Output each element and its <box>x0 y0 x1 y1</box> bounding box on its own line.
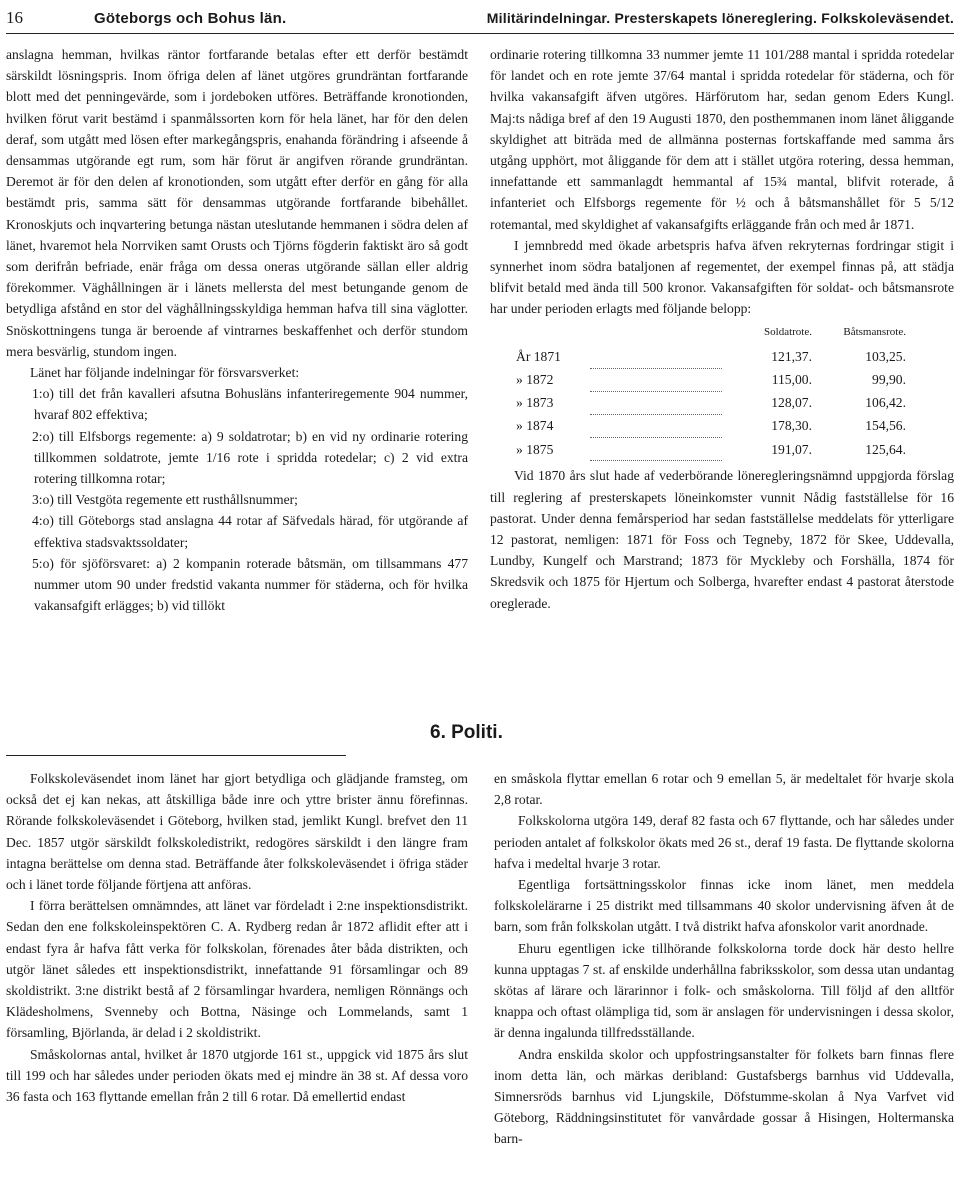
table-header: Soldatrote. <box>764 325 812 338</box>
paragraph: Vid 1870 års slut hade af vederbörande löneregleringsnämnd uppgjorda förslag till reglering af presterskapets löneinkomster vunnit Nådig fastställelse för 16 pastorat. Under denna femårsperiod har sedan fastställelse meddelats för ytterligare 12 pastorat, nemligen: 1871 för Foss och Tegneby, 1872 för Skee, Uddevalla, Lundby, Kungelf och Marstrand; 1873 för Myckleby och Forshälla, 1874 för Skredsvik och 1875 för Hjertum och Solberga, hvarefter endast 4 pastorat återstode oreglerade. <box>490 468 954 611</box>
table-row <box>512 414 910 437</box>
list-item: 2:o) till Elfsborgs regemente: a) 9 soldatrotar; b) en vid ny ordinarie rotering tillkommen soldatrote, jemte 1/16 rote i spridda rotedelar; c) 2 vid extra rotering tillkomna rotar; <box>32 428 468 487</box>
paragraph: Folkskoleväsendet inom länet har gjort betydliga och glädjande framsteg, om också det ej kan nekas, att åtskilliga både inre och yttre brister ännu förefinnas. Rörande folkskoleväsendet i Göteborg, hvilken stad, jemlikt Kungl. brefvet den 11 Dec. 1857 utgör särskildt folkskoledistrikt, redogöres särskildt i den längre fram intagna berättelse om denna stad. Beträffande åter folkskoleväsendet i öfriga städer och i länet torde följande förtjena att anföras. <box>6 771 468 893</box>
table-row <box>512 345 910 368</box>
table-cell-year: År 1871 <box>516 348 561 364</box>
table-row <box>512 391 910 414</box>
paragraph: I jemnbredd med ökade arbetspris hafva äfven rekryternas fordringar stigit i synnerhet inom södra bataljonen af regementet, der exempel finnas på, att städja blifvit betald med ända till 500 kronor. Vakansafgiften för soldat- och båtsmansrote har under perioden erlagts med följande belopp: <box>490 237 954 317</box>
paragraph: Folkskolorna utgöra 149, deraf 82 fasta och 67 flyttande, och har således under perioden antalet af folkskolor ökats med 26 st., deraf 19 fasta. De flyttande skolorna hafva i medeltal hvarje 3 rotar. <box>494 813 954 871</box>
paragraph: Länet har följande indelningar för försvarsverket: <box>30 365 300 381</box>
header-rule <box>6 33 954 34</box>
paragraph: Ehuru egentligen icke tillhörande folkskolorna torde dock här desto hellre kunna upptagas 7 st. af enskilde underhållna fabriksskolor, som dessa utan undantag skötas af lärare och lärarinnor i folk- och småskolorna. Till följd af den alltför knappa och oftast olämpliga tid, som är anslagen för undervisningen i dessa skolor, är denna ingalunda tillfredsställande. <box>494 940 954 1041</box>
vakansafgift-table <box>512 322 910 462</box>
table-cell-batsman: 103,25. <box>865 348 906 364</box>
table-cell-soldat: 121,37. <box>771 348 812 364</box>
page-number: 16 <box>6 8 23 27</box>
leader-dots <box>590 391 722 414</box>
table-cell-year: » 1872 <box>516 372 554 388</box>
section-rule <box>6 755 346 756</box>
section-heading: 6. Politi. <box>430 722 503 743</box>
column-top-left <box>6 44 468 616</box>
paragraph: anslagna hemman, hvilkas räntor fortfarande betalas efter ett derför bestämdt särskildt lösningspris. Inom öfriga delen af länet utgöres grundräntan fortfarande blott med det penningevärde, som i jordeboken utföres. Beträffande kronotionden, hvilken förut varit bestämd i spanmålssorten korn för hela länet, har för den delen deraf, som utgått med lösen efter markegångspris, enahanda förändring i afseende å densammas utgörande egt rum, som här förut är angifven rörande grundräntan. Deremot är för den delen af kronotionden, som utgått efter derför en gång för alla bestämdt pris, samma sätt för densammas utgörande fortfarande bibehållet. Kronoskjuts och inqvartering betunga nästan uteslutande hemmanen i södra delen af länet, hvaremot hela Norrviken samt Orusts och Tjörns fögderin faktiskt äro så godt som derifrån befriade, enär fråga om dessa oneras utgörande sällan eller aldrig förekommer. Väghållningen är i länets mellersta del mest betungande genom de betydliga afstånd en stor del väghållningsskyldiga hemman hafva till sina väglotter. Snöskottningens tunga är beroende af vintrarnes beskaffenhet och derför stundom mera besvärlig, stundom ingen. <box>6 47 468 359</box>
table-cell-batsman: 99,90. <box>872 372 906 388</box>
table-cell-soldat: 128,07. <box>771 395 812 411</box>
list-item: 5:o) för sjöförsvaret: a) 2 kompanin roterade båtsmän, om tillsammans 477 nummer utom 90 under fredstid vakanta nummer för städerna, och för hvilka vakansafgift erlägges; b) vid tillökt <box>32 555 468 614</box>
leader-dots <box>590 414 722 437</box>
table-cell-year: » 1874 <box>516 418 554 434</box>
list-item: 1:o) till det från kavalleri afsutna Bohusläns infanteriregemente 904 nummer, hvaraf 802 effektiva; <box>32 386 468 423</box>
leader-dots <box>590 438 722 461</box>
page-header <box>6 6 954 30</box>
paragraph: Andra enskilda skolor och uppfostringsanstalter för folkets barn finnas flere inom detta län, och märkas deribland: Gustafsbergs barnhus vid Uddevalla, Simnersröds barnhus vid Ljungskile, Döfstumme-skolan å Nya Varfvet vid Göteborg, Räddningsinstitutet för vanvårdade gossar å Hisingen, Holtermanska barn- <box>494 1046 954 1147</box>
list-item: 3:o) till Vestgöta regemente ett rusthållsnummer; <box>32 492 298 508</box>
table-cell-batsman: 154,56. <box>865 418 906 434</box>
paragraph: I förra berättelsen omnämndes, att länet var fördeladt i 2:ne inspektionsdistrikt. Sedan den ene folkskoleinspektören C. A. Rydberg redan år 1872 aflidit efter att i endast fyra år hafva fått verka för folkskolan, förenades åter båda distrikten, och utgör länet således ett inspektionsdistrikt, innefattande 91 församlingar och 89 skoldistrikt. 3:ne distrikt bestå af 2 församlingar hvardera, nemligen Rönnängs och Klädesholmens, Svenneby och Bottna, Näsinge och Lommelands, samt 1 församling, Björlanda, är delad i 2 skoldistrikt. <box>6 898 468 1041</box>
paragraph: Egentliga fortsättningsskolor finnas icke inom länet, men meddela folkskolelärarne i 25 distrikt med tillsammans 40 skolor undervisning äfven åt de barn, som från folkskolan utgått. I två distrikt hafva afonskolor varit anordnade. <box>494 877 954 935</box>
running-title-right: Militärindelningar. Presterskapets lönereglering. Folkskoleväsendet. <box>486 10 954 26</box>
table-cell-year: » 1875 <box>516 441 554 457</box>
column-bottom-right <box>494 768 954 1150</box>
table-cell-soldat: 178,30. <box>771 418 812 434</box>
leader-dots <box>590 345 722 368</box>
column-top-right <box>490 44 954 614</box>
leader-dots <box>590 368 722 391</box>
table-cell-soldat: 115,00. <box>771 372 812 388</box>
table-cell-soldat: 191,07. <box>771 441 812 457</box>
paragraph: Småskolornas antal, hvilket år 1870 utgjorde 161 st., uppgick vid 1875 års slut till 199 och har således under perioden ökats med ej mindre än 38 st. Af dessa voro 36 fasta och 163 flyttande emellan från 2 till 6 rotar. Då emellertid endast <box>6 1046 468 1105</box>
paragraph: en småskola flyttar emellan 6 rotar och 9 emellan 5, är medeltalet för hvarje skola 2,8 rotar. <box>494 771 954 808</box>
table-header-row <box>512 322 910 345</box>
running-title-left: Göteborgs och Bohus län. <box>94 9 287 27</box>
column-bottom-left <box>6 768 468 1107</box>
table-row <box>512 438 910 461</box>
table-cell-year: » 1873 <box>516 395 554 411</box>
list-item: 4:o) till Göteborgs stad anslagna 44 rotar af Säfvedals härad, för utgörande af effektiva stadsvaktssoldater; <box>32 513 468 550</box>
table-cell-batsman: 125,64. <box>865 441 906 457</box>
paragraph: ordinarie rotering tillkomna 33 nummer jemte 11 101/288 mantal i spridda rotedelar för landet och en rote jemte 37/64 mantal i spridda rotedelar för städerna, och för hvilka vakansafgift äfven utgöres. Härförutom har, sedan genom Eders Kungl. Maj:ts nådiga bref af den 19 Augusti 1870, den posthemmanen inom länet åliggande skyldighet att biträda med de allmänna posternas fortskaffande med samma års utgång upphört, mot åliggande för dem att i stället utgöra rotering, dessa hemman, innefattande ett sammanlagdt hemmantal af 15¾ mantal, blifvit roterade, å infanteriet och Elfsborgs regemente för ½ och å båtsmanshållet för 5 5/12 rotemantal, med skyldighet af vakansafgifts erläggande från och med år 1871. <box>490 47 954 232</box>
table-header: Båtsmansrote. <box>843 325 906 338</box>
table-row <box>512 368 910 391</box>
table-cell-batsman: 106,42. <box>865 395 906 411</box>
